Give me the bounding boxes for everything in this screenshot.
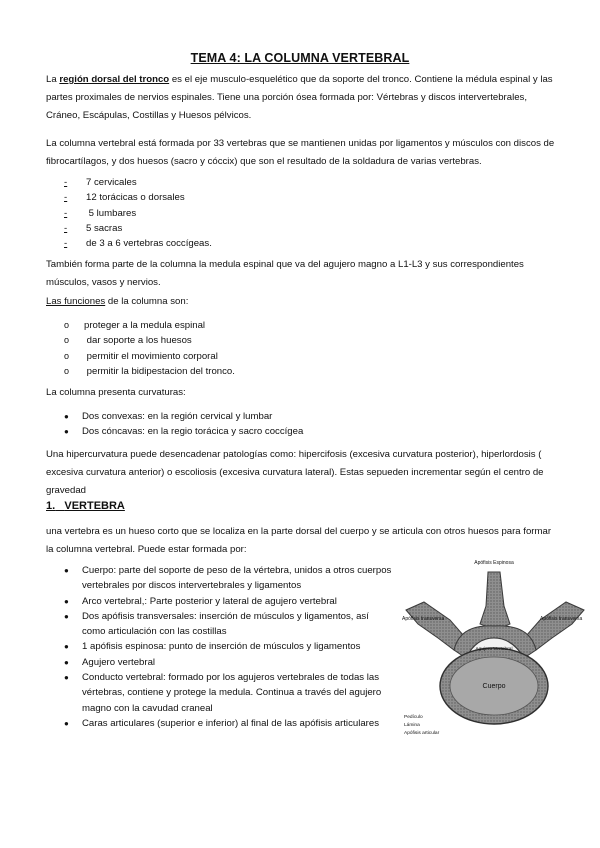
vertebra-parts-list — [64, 563, 394, 731]
vertebra-intro-paragraph: una vertebra es un hueso corto que se localiza en la parte dorsal del cuerpo y se articula con otros huesos para formar la columna vertebral. Puede estar formada por: — [46, 526, 552, 555]
list-item-text: Dos cóncavas: en la regio torácica y sacro coccígea — [82, 426, 304, 438]
list-item — [64, 424, 444, 439]
list-item — [64, 206, 212, 221]
list-item-text: Caras articulares (superior e inferior) al final de las apófisis articulares — [82, 717, 379, 729]
label-lamina: Lámina — [404, 723, 420, 728]
functions-term: Las funciones — [46, 296, 106, 307]
curvatures-heading: La columna presenta curvaturas: — [46, 387, 186, 398]
bullet: ● — [64, 596, 69, 606]
list-item-text: proteger a la medula espinal — [84, 320, 206, 331]
list-item-text: permitir el movimiento corporal — [84, 350, 218, 362]
intro-post: es el eje musculo-esquelético que da soporte del tronco. Contiene la médula espinal y las partes proximales de nervios espinales. Tiene una porción ósea formada por: Vértebras y discos intervertebrales, Cráneo, Escápulas, Costillas y Huesos pélvicos. — [46, 74, 553, 121]
list-item-text: Agujero vertebral — [82, 656, 156, 668]
list-item — [64, 349, 235, 364]
bullet: ● — [64, 718, 69, 728]
list-item — [64, 594, 394, 609]
label-transverse-right: Apófisis transversa — [540, 616, 583, 622]
list-item — [64, 364, 235, 379]
bullet: ● — [64, 642, 69, 652]
functions-heading — [46, 293, 561, 311]
list-item-text: Cuerpo: parte del soporte de peso de la vértebra, unidos a otros cuerpos vertebrales por discos intervertebrales y ligamentos — [82, 565, 392, 592]
bullet: ● — [64, 427, 69, 437]
list-item-text: dar soporte a los huesos — [84, 335, 192, 347]
label-pedicle: Pedículo — [404, 715, 423, 720]
functions-list — [64, 318, 235, 379]
label-foramen: Agujero Vertebral — [475, 647, 513, 652]
vertebrae-list — [64, 175, 212, 251]
list-item — [64, 563, 394, 594]
intro-pre: La — [46, 74, 60, 85]
list-item — [64, 318, 235, 333]
list-item — [64, 221, 212, 236]
left-transverse-process — [406, 602, 464, 650]
pathology-paragraph: Una hipercurvatura puede desencadenar patologías como: hipercifosis (excesiva curvatura posterior), hiperlordosis ( excesiva curvatura anterior) o escoliosis (excesiva curvatura lateral). Estas sepueden incrementar según el centro de gravedad — [46, 449, 544, 496]
functions-rest: de la columna son: — [105, 296, 189, 307]
list-item — [64, 175, 212, 190]
list-marker: - — [64, 177, 68, 188]
list-item — [64, 655, 394, 670]
section-number: 1. — [46, 500, 56, 512]
list-item — [64, 670, 394, 716]
list-marker: - — [64, 238, 68, 250]
label-articular: Apófisis articular — [404, 731, 440, 736]
list-item-text: 12 torácicas o dorsales — [86, 192, 185, 204]
list-marker: - — [64, 192, 68, 204]
bullet: ● — [64, 412, 69, 421]
vertebra-illustration — [400, 558, 590, 743]
list-item — [64, 236, 212, 251]
circle-bullet: o — [64, 365, 70, 376]
label-spinous: Apófisis Espinosa — [474, 560, 514, 566]
list-item — [64, 190, 212, 205]
circle-bullet: o — [64, 320, 70, 330]
list-item-text: de 3 a 6 vertebras coccígeas. — [86, 238, 212, 250]
list-item-text: Conducto vertebral: formado por los agujeros vertebrales de todas las vértebras, contiene y protege la medula. Continua a través del agujero magno con la cavudad craneal — [82, 672, 382, 714]
curvatures-list — [64, 409, 444, 440]
circle-bullet: o — [64, 335, 70, 346]
circle-bullet: o — [64, 350, 70, 361]
bullet: ● — [64, 673, 69, 683]
bullet: ● — [64, 657, 69, 667]
spinous-process — [480, 572, 510, 630]
right-transverse-process — [526, 602, 584, 650]
section-title: VERTEBRA — [64, 500, 125, 512]
list-item-text: 5 lumbares — [86, 207, 137, 219]
list-marker: - — [64, 222, 68, 234]
list-item-text: 7 cervicales — [86, 177, 137, 188]
list-item — [64, 333, 235, 348]
label-transverse-left: Apófisis transversa — [402, 616, 445, 622]
bullet: ● — [64, 566, 69, 575]
bullet: ● — [64, 611, 69, 621]
intro-paragraph — [46, 71, 561, 125]
list-item — [64, 609, 394, 640]
page-title: TEMA 4: LA COLUMNA VERTEBRAL — [190, 51, 410, 65]
list-item-text: Dos convexas: en la región cervical y lumbar — [82, 411, 273, 422]
list-marker: - — [64, 207, 68, 219]
label-body: Cuerpo — [482, 683, 506, 690]
column-paragraph: La columna vertebral está formada por 33 vertebras que se mantienen unidas por ligamentos y músculos con discos de fibrocartílagos, y dos huesos (sacro y cóccix) que son el resultado de la soldadura de varias vertebras. — [46, 138, 555, 167]
list-item-text: Arco vertebral,: Parte posterior y lateral de agujero vertebral — [82, 595, 337, 607]
list-item — [64, 639, 394, 654]
section-heading — [46, 500, 125, 512]
also-paragraph: También forma parte de la columna la medula espinal que va del agujero magno a L1-L3 y sus correspondientes músculos, vasos y nervios. — [46, 259, 524, 288]
intro-term: región dorsal del tronco — [59, 74, 170, 85]
list-item-text: 1 apófisis espinosa: punto de inserción de músculos y ligamentos — [82, 641, 361, 653]
list-item — [64, 716, 394, 731]
list-item-text: permitir la bidipestacion del tronco. — [84, 365, 235, 377]
list-item-text: Dos apófisis transversales: inserción de músculos y ligamentos, así como articulación con las costillas — [82, 610, 369, 638]
list-item — [64, 409, 444, 424]
list-item-text: 5 sacras — [86, 222, 123, 234]
